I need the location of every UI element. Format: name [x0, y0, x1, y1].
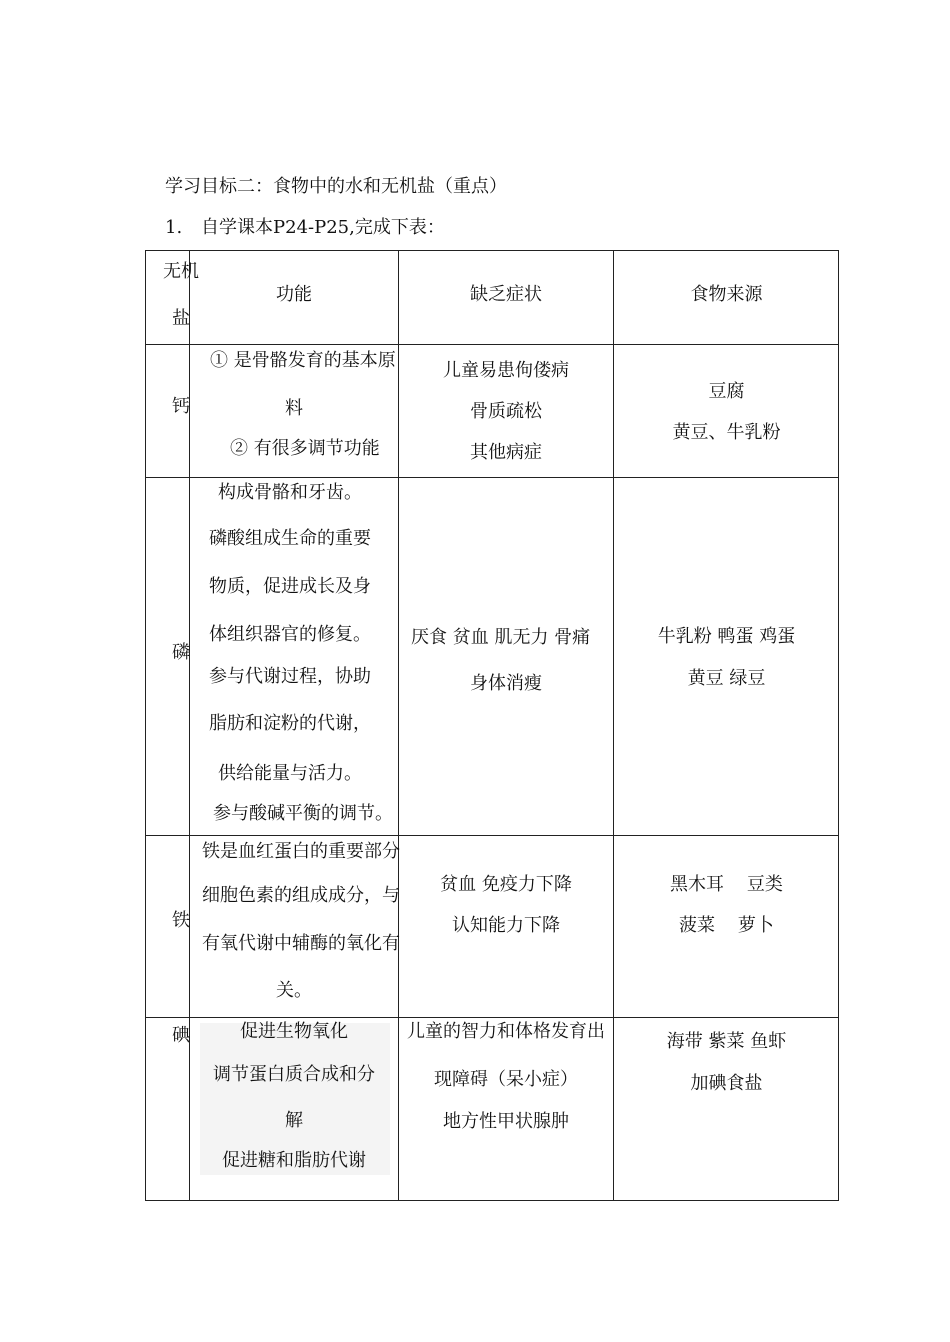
deficiency-line: 地方性甲状腺肿 [443, 1111, 569, 1132]
header-food-label: 食物来源 [690, 284, 763, 305]
function-line: 有氧代谢中辅酶的氧化有 [202, 933, 400, 954]
food-line: 豆腐 [708, 381, 745, 402]
deficiency-line: 厌食 贫血 肌无力 骨痛 [411, 627, 591, 648]
function-line: 促进糖和脂肪代谢 [222, 1150, 366, 1171]
deficiency-line: 儿童的智力和体格发育出 [407, 1021, 605, 1042]
mineral-name: 碘 [172, 1025, 190, 1046]
function-line: 解 [285, 1110, 303, 1131]
header-food [614, 251, 839, 344]
food-line: 海带 紫菜 鱼虾 [666, 1031, 787, 1052]
header-mineral-line2: 盐 [172, 308, 190, 329]
table-row-iron [146, 836, 189, 1017]
deficiency-line: 骨质疏松 [470, 401, 542, 422]
function-line: 调节蛋白质合成和分 [213, 1064, 375, 1085]
header-deficiency [399, 251, 613, 344]
food-cell [614, 836, 839, 1017]
instruction [165, 213, 445, 239]
food-line: 牛乳粉 鸭蛋 鸡蛋 [657, 626, 796, 647]
header-mineral [146, 251, 199, 344]
function-line: ② 有很多调节功能 [230, 438, 380, 459]
deficiency-cell [399, 478, 613, 835]
header-function [190, 251, 398, 344]
function-line: 料 [285, 398, 303, 419]
food-line: 加碘食盐 [690, 1073, 763, 1094]
deficiency-line: 身体消瘦 [470, 673, 542, 694]
instruction-number: 1. [165, 217, 183, 238]
header-function-label: 功能 [276, 284, 312, 305]
function-line: 细胞色素的组成成分，与 [202, 885, 400, 906]
minerals-table [145, 250, 839, 1201]
header-mineral-line1: 无机 [163, 261, 199, 282]
header-deficiency-label: 缺乏症状 [470, 284, 542, 305]
function-cell [190, 345, 398, 477]
mineral-name: 磷 [172, 642, 190, 663]
function-line: 供给能量与活力。 [218, 763, 362, 784]
function-line: 促进生物氧化 [240, 1021, 348, 1042]
function-line: 参与代谢过程，协助 [209, 666, 371, 687]
deficiency-cell [399, 836, 613, 1017]
instruction-text: 自学课本P24-P25,完成下表： [201, 217, 445, 238]
deficiency-cell [399, 345, 613, 477]
deficiency-line: 其他病症 [470, 442, 542, 463]
function-line: 关。 [276, 980, 312, 1001]
function-line: ① 是骨骼发育的基本原 [210, 350, 396, 371]
deficiency-line: 儿童易患佝偻病 [443, 360, 569, 381]
mineral-name: 钙 [172, 396, 190, 417]
food-cell [614, 345, 839, 477]
deficiency-line: 认知能力下降 [452, 915, 560, 936]
function-line: 脂肪和淀粉的代谢， [209, 713, 371, 734]
food-cell [614, 1018, 839, 1201]
function-line: 体组织器官的修复。 [209, 624, 371, 645]
food-line: 黑木耳 豆类 [670, 874, 783, 895]
food-line: 菠菜 萝卜 [679, 915, 774, 936]
table-row-phosphorus [146, 478, 189, 835]
function-cell [190, 1018, 398, 1201]
deficiency-line: 现障碍（呆小症） [434, 1069, 578, 1090]
food-cell [614, 478, 839, 835]
function-line: 物质，促进成长及身 [209, 576, 371, 597]
function-line: 磷酸组成生命的重要 [209, 528, 371, 549]
deficiency-line: 贫血 免疫力下降 [440, 874, 572, 895]
function-cell [190, 478, 398, 835]
food-line: 黄豆 绿豆 [687, 668, 766, 689]
table-row-calcium [146, 345, 189, 477]
food-line: 黄豆、牛乳粉 [672, 422, 781, 443]
function-cell [190, 836, 398, 1017]
function-line: 参与酸碱平衡的调节。 [213, 803, 393, 824]
function-line: 构成骨骼和牙齿。 [218, 482, 362, 503]
mineral-name: 铁 [172, 910, 190, 931]
section-heading: 学习目标二：食物中的水和无机盐（重点） [165, 176, 507, 197]
deficiency-cell [399, 1018, 613, 1201]
function-line: 铁是血红蛋白的重要部分 [202, 841, 400, 862]
table-row-iodine [146, 1018, 189, 1201]
